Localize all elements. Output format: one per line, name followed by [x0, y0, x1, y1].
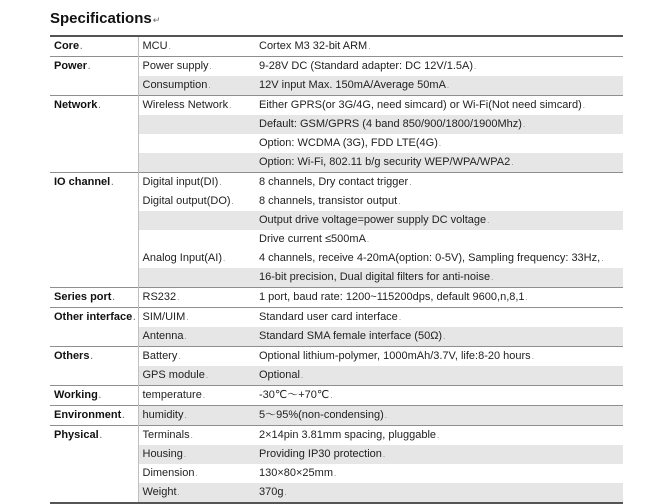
spec-value-cell [255, 134, 623, 153]
spec-category-text: Other interface [54, 311, 133, 323]
spec-row [50, 426, 623, 446]
paragraph-mark-icon: . [368, 42, 371, 51]
paragraph-mark-icon: . [300, 371, 304, 380]
return-mark-icon: ↵ [152, 15, 161, 25]
paragraph-mark-icon: . [177, 293, 180, 302]
paragraph-mark-icon: . [525, 293, 528, 302]
spec-value-text: Optional [259, 369, 300, 381]
spec-value-cell [255, 230, 623, 249]
spec-value-cell [255, 249, 623, 268]
spec-item-text: Consumption [142, 79, 208, 91]
paragraph-mark-icon: . [491, 273, 494, 282]
title-text: Specifications [50, 10, 152, 27]
spec-value-text: Providing IP30 protection [259, 448, 382, 460]
spec-value-cell [255, 115, 623, 134]
spec-value-cell [255, 36, 623, 57]
spec-row [50, 386, 623, 406]
spec-category-cell [50, 483, 138, 503]
spec-item-text: Terminals [142, 429, 190, 441]
paragraph-mark-icon: . [186, 313, 189, 322]
spec-value-cell [255, 347, 623, 367]
spec-value-cell [255, 366, 623, 386]
spec-item-text: Digital output(DO) [142, 195, 231, 207]
spec-value-text: 130×80×25mm [259, 467, 333, 479]
paragraph-mark-icon: . [446, 81, 450, 90]
spec-category-cell [50, 268, 138, 288]
spec-item-cell [138, 115, 255, 134]
paragraph-mark-icon: . [208, 81, 211, 90]
paragraph-mark-icon: . [284, 488, 287, 497]
spec-value-text: Either GPRS(or 3G/4G, need simcard) or Wi-Fi(Not need simcard) [259, 99, 582, 111]
spec-item-cell [138, 464, 255, 483]
spec-category-text: Power [54, 60, 88, 72]
spec-item-cell [138, 426, 255, 446]
spec-category-text: Working [54, 389, 98, 401]
spec-category-cell [50, 327, 138, 347]
paragraph-mark-icon: . [409, 178, 412, 187]
spec-category-text: IO channel [54, 176, 111, 188]
spec-category-cell [50, 230, 138, 249]
paragraph-mark-icon: . [601, 254, 604, 263]
spec-category-cell [50, 96, 138, 116]
spec-value-cell [255, 57, 623, 77]
paragraph-mark-icon: . [334, 469, 337, 478]
specifications-body [50, 36, 623, 503]
paragraph-mark-icon: . [88, 62, 91, 71]
spec-value-text: Drive current ≤500mA [259, 233, 366, 245]
spec-value-text: 4 channels, receive 4-20mA(option: 0-5V), Sampling frequency: 33Hz, [259, 252, 601, 264]
spec-category-cell [50, 115, 138, 134]
spec-item-cell [138, 268, 255, 288]
spec-value-text: 2×14pin 3.81mm spacing, pluggable [259, 429, 437, 441]
spec-category-cell [50, 386, 138, 406]
paragraph-mark-icon: . [183, 450, 187, 459]
paragraph-mark-icon: . [438, 139, 442, 148]
spec-row [50, 153, 623, 173]
spec-value-text: 370g [259, 486, 284, 498]
spec-item-cell [138, 288, 255, 308]
spec-item-cell [138, 96, 255, 116]
spec-category-cell [50, 464, 138, 483]
spec-item-text: Dimension [142, 467, 195, 479]
spec-row [50, 230, 623, 249]
spec-value-text: Standard SMA female interface (50Ω) [259, 330, 443, 342]
spec-row [50, 406, 623, 426]
paragraph-mark-icon: . [398, 313, 402, 322]
spec-value-text: 5～95%(non-condensing) [259, 409, 384, 421]
spec-item-cell [138, 483, 255, 503]
spec-category-cell [50, 288, 138, 308]
spec-value-text: -30℃～+70℃ [259, 389, 330, 401]
spec-value-cell [255, 308, 623, 328]
spec-value-text: 8 channels, transistor output [259, 195, 398, 207]
paragraph-mark-icon: . [531, 352, 534, 361]
spec-row [50, 173, 623, 193]
spec-category-cell [50, 249, 138, 268]
spec-item-cell [138, 308, 255, 328]
spec-row [50, 36, 623, 57]
spec-row [50, 464, 623, 483]
spec-category-text: Core [54, 40, 80, 52]
spec-value-text: Output drive voltage=power supply DC voltage [259, 214, 487, 226]
spec-row [50, 268, 623, 288]
paragraph-mark-icon: . [111, 178, 114, 187]
spec-row [50, 249, 623, 268]
spec-value-cell [255, 406, 623, 426]
spec-value-text: 12V input Max. 150mA/Average 50mA [259, 79, 446, 91]
spec-value-cell [255, 288, 623, 308]
paragraph-mark-icon: . [112, 293, 115, 302]
paragraph-mark-icon: . [382, 450, 386, 459]
spec-value-cell [255, 268, 623, 288]
spec-item-cell [138, 445, 255, 464]
spec-item-cell [138, 134, 255, 153]
spec-row [50, 96, 623, 116]
page-title [50, 10, 160, 27]
spec-item-cell [138, 327, 255, 347]
spec-value-cell [255, 211, 623, 230]
spec-value-cell [255, 445, 623, 464]
spec-row [50, 347, 623, 367]
spec-item-text: GPS module [142, 369, 205, 381]
spec-value-cell [255, 464, 623, 483]
spec-category-cell [50, 308, 138, 328]
spec-row [50, 57, 623, 77]
spec-row [50, 288, 623, 308]
spec-category-text: Others [54, 350, 90, 362]
paragraph-mark-icon: . [177, 488, 180, 497]
spec-row [50, 366, 623, 386]
spec-item-text: Antenna [142, 330, 184, 342]
paragraph-mark-icon: . [99, 431, 102, 440]
spec-item-cell [138, 153, 255, 173]
spec-value-text: 16-bit precision, Dual digital filters for anti-noise [259, 271, 491, 283]
spec-category-cell [50, 173, 138, 193]
spec-category-cell [50, 211, 138, 230]
paragraph-mark-icon: . [223, 254, 226, 263]
paragraph-mark-icon: . [487, 216, 490, 225]
paragraph-mark-icon: . [398, 197, 401, 206]
paragraph-mark-icon: . [582, 101, 585, 110]
spec-value-cell [255, 192, 623, 211]
spec-item-text: temperature [142, 389, 202, 401]
spec-value-text: Optional lithium-polymer, 1000mAh/3.7V, life:8-20 hours [259, 350, 531, 362]
paragraph-mark-icon: . [437, 431, 440, 440]
spec-item-cell [138, 57, 255, 77]
paragraph-mark-icon: . [474, 62, 477, 71]
spec-value-text: Option: Wi-Fi, 802.11 b/g security WEP/WPA/WPA2 [259, 156, 511, 168]
paragraph-mark-icon: . [184, 411, 187, 420]
spec-category-cell [50, 76, 138, 96]
paragraph-mark-icon: . [133, 313, 136, 322]
spec-item-cell [138, 76, 255, 96]
paragraph-mark-icon: . [184, 332, 187, 341]
spec-category-cell [50, 445, 138, 464]
spec-category-text: Environment [54, 409, 122, 421]
spec-item-cell [138, 36, 255, 57]
paragraph-mark-icon: . [80, 42, 83, 51]
spec-item-cell [138, 406, 255, 426]
paragraph-mark-icon: . [168, 42, 171, 51]
spec-item-text: Power supply [142, 60, 209, 72]
spec-category-cell [50, 347, 138, 367]
spec-item-cell [138, 347, 255, 367]
paragraph-mark-icon: . [195, 469, 198, 478]
spec-item-cell [138, 173, 255, 193]
paragraph-mark-icon: . [443, 332, 446, 341]
spec-category-text: Network [54, 99, 98, 111]
spec-category-cell [50, 57, 138, 77]
spec-category-cell [50, 426, 138, 446]
spec-row [50, 308, 623, 328]
spec-value-text: Option: WCDMA (3G), FDD LTE(4G) [259, 137, 438, 149]
spec-value-cell [255, 173, 623, 193]
paragraph-mark-icon: . [98, 101, 101, 110]
spec-value-text: 1 port, baud rate: 1200~115200dps, default 9600,n,8,1 [259, 291, 525, 303]
spec-item-text: Analog Input(AI) [142, 252, 222, 264]
spec-category-text: Series port [54, 291, 112, 303]
specifications-table [50, 35, 623, 504]
spec-item-text: MCU [142, 40, 168, 52]
spec-row [50, 445, 623, 464]
spec-category-cell [50, 406, 138, 426]
paragraph-mark-icon: . [511, 158, 514, 167]
spec-row [50, 76, 623, 96]
paragraph-mark-icon: . [190, 431, 193, 440]
spec-category-cell [50, 134, 138, 153]
spec-row [50, 483, 623, 503]
paragraph-mark-icon: . [122, 411, 125, 420]
spec-value-cell [255, 153, 623, 173]
spec-category-cell [50, 366, 138, 386]
spec-value-cell [255, 386, 623, 406]
paragraph-mark-icon: . [98, 391, 102, 400]
spec-item-text: RS232 [142, 291, 177, 303]
spec-item-cell [138, 211, 255, 230]
spec-row [50, 115, 623, 134]
spec-item-cell [138, 249, 255, 268]
spec-item-text: humidity [142, 409, 184, 421]
spec-item-text: SIM/UIM [142, 311, 186, 323]
spec-value-cell [255, 76, 623, 96]
spec-item-cell [138, 386, 255, 406]
spec-value-cell [255, 426, 623, 446]
spec-value-cell [255, 483, 623, 503]
spec-item-text: Housing [142, 448, 183, 460]
spec-category-cell [50, 153, 138, 173]
paragraph-mark-icon: . [90, 352, 93, 361]
spec-item-text: Digital input(DI) [142, 176, 219, 188]
spec-row [50, 327, 623, 347]
spec-category-text: Physical [54, 429, 99, 441]
paragraph-mark-icon: . [178, 352, 181, 361]
paragraph-mark-icon: . [205, 371, 209, 380]
spec-item-cell [138, 230, 255, 249]
paragraph-mark-icon: . [330, 391, 333, 400]
spec-item-text: Battery [142, 350, 178, 362]
paragraph-mark-icon: . [202, 391, 206, 400]
spec-value-text: Standard user card interface [259, 311, 398, 323]
paragraph-mark-icon: . [229, 101, 232, 110]
spec-value-text: 8 channels, Dry contact trigger [259, 176, 409, 188]
spec-row [50, 134, 623, 153]
spec-item-cell [138, 192, 255, 211]
spec-category-cell [50, 192, 138, 211]
spec-category-cell [50, 36, 138, 57]
paragraph-mark-icon: . [219, 178, 222, 187]
paragraph-mark-icon: . [522, 120, 526, 129]
spec-value-text: Default: GSM/GPRS (4 band 850/900/1800/1900Mhz) [259, 118, 522, 130]
spec-value-cell [255, 327, 623, 347]
spec-row [50, 211, 623, 230]
paragraph-mark-icon: . [366, 235, 370, 244]
spec-value-text: 9-28V DC (Standard adapter: DC 12V/1.5A) [259, 60, 474, 72]
paragraph-mark-icon: . [384, 411, 387, 420]
paragraph-mark-icon: . [209, 62, 212, 71]
spec-value-cell [255, 96, 623, 116]
spec-item-text: Wireless Network [142, 99, 229, 111]
spec-item-text: Weight [142, 486, 177, 498]
paragraph-mark-icon: . [231, 197, 234, 206]
spec-value-text: Cortex M3 32-bit ARM [259, 40, 368, 52]
spec-row [50, 192, 623, 211]
spec-item-cell [138, 366, 255, 386]
